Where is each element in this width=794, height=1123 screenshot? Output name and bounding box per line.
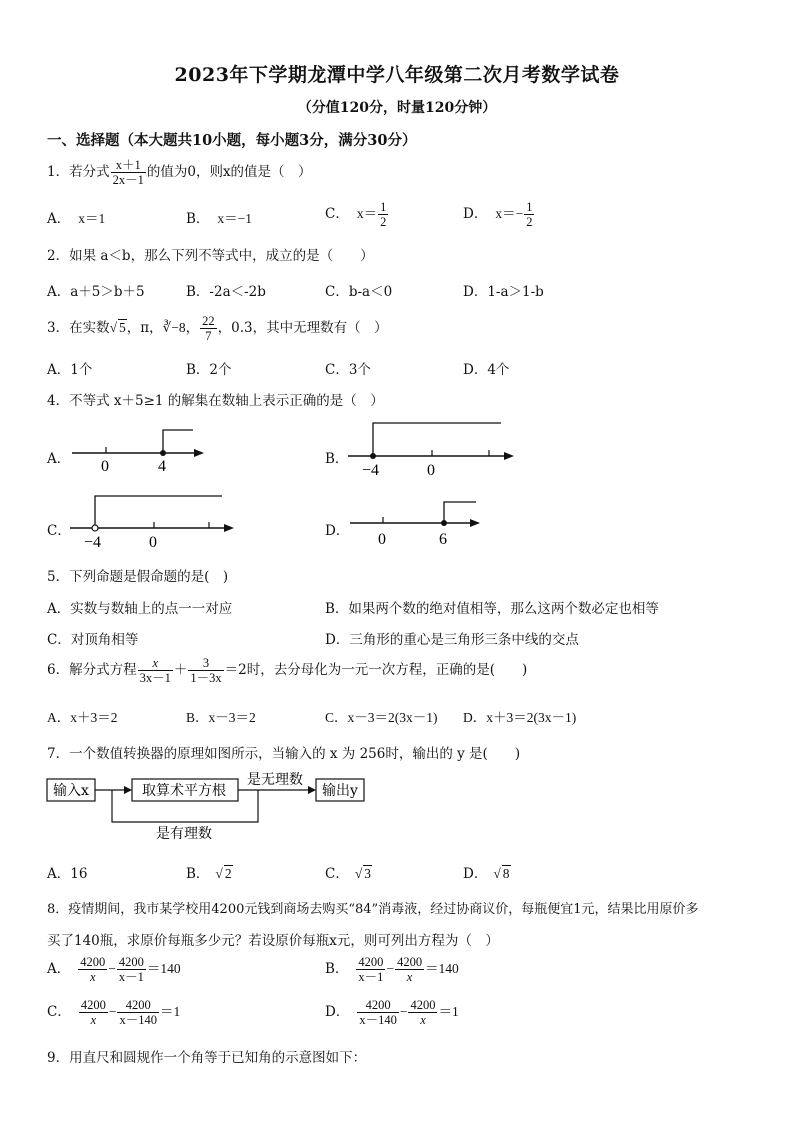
- q5-option-d[interactable]: D．三角形的重心是三角形三条中线的交点: [325, 632, 579, 648]
- question-8-line2: 买了140瓶，求原价每瓶多少元？若设原价每瓶x元，则可列出方程为（ ）: [47, 933, 499, 949]
- q1-stem-pre: 1．若分式: [47, 164, 110, 180]
- q7-option-b[interactable]: B． √ 2: [186, 866, 232, 882]
- q3-option-a[interactable]: A．1个: [47, 362, 93, 378]
- q2-option-c[interactable]: C．b-a＜0: [325, 284, 393, 300]
- flow-rational-label: 是有理数: [156, 826, 212, 842]
- q6-option-b[interactable]: B．x－3＝2: [186, 710, 256, 725]
- question-1: [47, 158, 312, 187]
- flow-output-label: 输出y: [322, 783, 358, 799]
- q6-option-c[interactable]: C．x－3＝2(3x－1): [325, 710, 438, 725]
- flow-sqrt-label: 取算术平方根: [142, 783, 226, 799]
- q1-option-b[interactable]: B． x＝−1: [186, 211, 253, 227]
- q4c-label-0: 0: [149, 534, 157, 551]
- q7-option-a[interactable]: A．16: [47, 866, 88, 882]
- q8-option-c[interactable]: C． $\frac{4200}{x}$ − $\frac{4200}{x-140}$ ＝1: [47, 998, 181, 1027]
- section-heading: 一、选择题（本大题共10小题，每小题3分，满分30分）: [47, 132, 417, 149]
- q4-option-a[interactable]: A．: [47, 451, 71, 467]
- flow-input-label: 输入x: [53, 783, 89, 799]
- q4-numberline-b: [344, 418, 520, 480]
- question-2: 2．如果 a＜b，那么下列不等式中，成立的是（ ）: [47, 248, 374, 264]
- q4a-label-0: 0: [101, 458, 109, 475]
- q8-option-d[interactable]: D． $\frac{4200}{x-140}$ − $\frac{4200}{x}$ ＝1: [325, 998, 459, 1027]
- q6-option-a[interactable]: A．x＋3＝2: [47, 710, 118, 725]
- q4-option-c[interactable]: C．: [47, 523, 71, 539]
- q4c-label-neg4: −4: [84, 534, 102, 551]
- q8-option-a[interactable]: A． $\frac{4200}{x}$ − $\frac{4200}{x-1}$ ＝140: [47, 955, 181, 984]
- q2-option-a[interactable]: A．a＋5＞b＋5: [47, 284, 145, 300]
- q4-numberline-a: [66, 420, 206, 480]
- question-6: 6．解分式方程 $\frac{x}{3x-1}$ ＋ $\frac{3}{1-3x}$ ＝2时，去分母化为一元一次方程，正确的是( ): [47, 656, 528, 685]
- q4b-label-0: 0: [427, 462, 435, 479]
- q4-option-b[interactable]: B．: [325, 451, 349, 467]
- q1-option-d[interactable]: D． x＝− $\frac{1}{2}$: [463, 200, 533, 229]
- q3-option-c[interactable]: C．3个: [325, 362, 371, 378]
- q1-fraction: $\frac{x+1}{2x-1}$: [112, 158, 144, 187]
- q4-numberline-d: [344, 494, 484, 552]
- q2-option-d[interactable]: D．1-a＞1-b: [463, 284, 544, 300]
- q8-option-b[interactable]: B． $\frac{4200}{x-1}$ − $\frac{4200}{x}$ ＝140: [325, 955, 459, 984]
- q1-option-c[interactable]: C． x＝ $\frac{1}{2}$: [325, 200, 387, 229]
- q6-option-d[interactable]: D．x＋3＝2(3x－1): [463, 710, 577, 725]
- q1-option-a[interactable]: A． x＝1: [47, 211, 106, 227]
- question-3: 3．在实数√ 5，π，∛−8， $\frac{22}{7}$ ，0.3，其中无理数有（ ）: [47, 314, 388, 343]
- q4d-label-0: 0: [378, 531, 386, 548]
- question-5: 5．下列命题是假命题的是( ): [47, 569, 229, 585]
- q5-option-a[interactable]: A．实数与数轴上的点一一对应: [47, 601, 233, 617]
- question-4: 4．不等式 x＋5≥1 的解集在数轴上表示正确的是（ ）: [47, 393, 384, 409]
- page-subtitle: （分值120分，时量120分钟）: [297, 100, 497, 116]
- q4d-label-6: 6: [439, 531, 447, 548]
- q1-stem-post: 的值为0，则x的值是（ ）: [146, 164, 312, 180]
- q5-option-b[interactable]: B．如果两个数的绝对值相等，那么这两个数必定也相等: [325, 601, 659, 617]
- q4-numberline-c: [66, 490, 242, 552]
- q5-option-c[interactable]: C．对顶角相等: [47, 632, 139, 648]
- q4b-label-neg4: −4: [362, 462, 380, 479]
- q4-option-d[interactable]: D．: [325, 523, 350, 539]
- q7-option-d[interactable]: D． √ 8: [463, 866, 510, 882]
- q3-option-d[interactable]: D．4个: [463, 362, 510, 378]
- question-7: 7．一个数值转换器的原理如图所示，当输入的 x 为 256时，输出的 y 是( ): [47, 746, 521, 762]
- q7-option-c[interactable]: C． √ 3: [325, 866, 372, 882]
- question-8-line1: 8．疫情期间，我市某学校用4200元钱到商场去购买“84”消毒液，经过协商议价，每瓶便宜1元，结果比用原价多: [47, 902, 699, 917]
- q7-flowchart: [44, 766, 374, 844]
- flow-irrational-label: 是无理数: [247, 772, 303, 788]
- q4a-label-4: 4: [158, 458, 166, 475]
- page-title: 2023年下学期龙潭中学八年级第二次月考数学试卷: [174, 64, 620, 86]
- question-9: 9．用直尺和圆规作一个角等于已知角的示意图如下：: [47, 1050, 367, 1066]
- q3-option-b[interactable]: B．2个: [186, 362, 232, 378]
- q2-option-b[interactable]: B．-2a＜-2b: [186, 284, 266, 300]
